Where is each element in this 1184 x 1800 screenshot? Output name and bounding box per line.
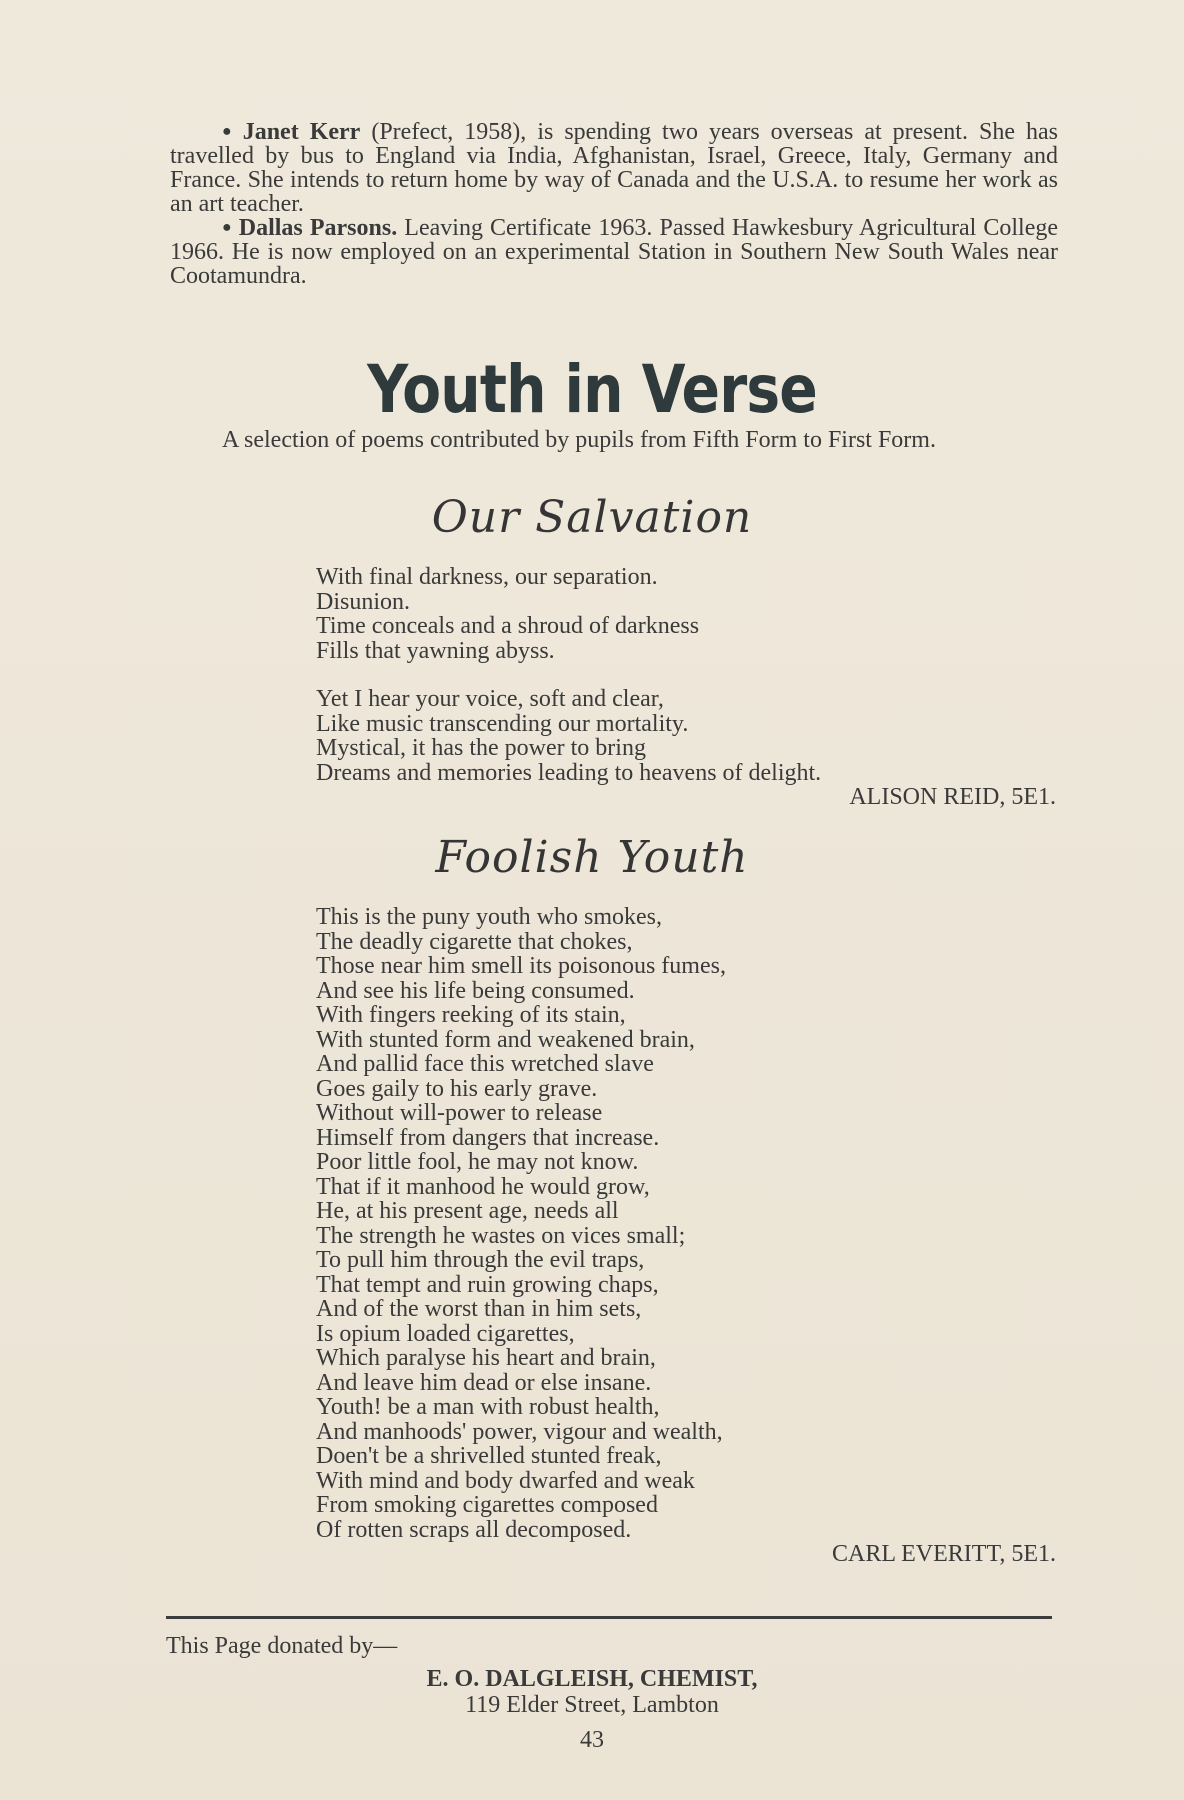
poem-title: Our Salvation [431,492,753,543]
bullet-icon: ● [222,123,237,140]
poem-line: Which paralyse his heart and brain, [316,1345,656,1371]
donor-address: 119 Elder Street, Lambton [465,1692,719,1718]
poem-line: This is the puny youth who smokes, [316,904,662,930]
poem-line: Himself from dangers that increase. [316,1124,660,1151]
poem-line: Like music transcending our mortality. [316,710,689,737]
donor-label: This Page donated by— [166,1633,398,1659]
divider-rule [166,1616,1052,1619]
note-name: Janet Kerr [242,119,361,145]
poem-line: To pull him through the evil traps, [316,1247,645,1273]
poem-line: That if it manhood he would grow, [316,1173,650,1200]
poem-line: That tempt and ruin growing chaps, [316,1271,659,1298]
poem-foolish-youth [316,905,1056,1567]
section-intro: A selection of poems contributed by pupils from Fifth Form to First Form. [222,427,936,453]
poem-line: With mind and body dwarfed and weak [316,1467,695,1494]
note-janet-kerr [170,120,1058,216]
poem-line: Youth! be a man with robust health, [316,1394,660,1420]
note-text: (Prefect, 1958), is spending two years overseas at present. She has travelled by bus to England via India, Afghanistan, Israel, Greece, Italy, Germany and France. She intends to return home by way of Canada and the U.S.A. to resume her work as an art teacher. [170,119,1058,217]
note-dallas-parsons [170,216,1058,288]
poem-line: Poor little fool, he may not know. [316,1149,639,1175]
poem-line: Without will-power to release [316,1100,603,1126]
poem-author: ALISON REID, 5E1. [849,784,1056,810]
poem-line: Yet I hear your voice, soft and clear, [316,686,664,712]
poem-our-salvation [316,565,1056,810]
poem-line: With final darkness, our separation. [316,564,658,590]
poem-line: From smoking cigarettes composed [316,1492,658,1518]
poem-line: Doen't be a shrivelled stunted freak, [316,1443,662,1469]
poem-line: Disunion. [316,588,411,615]
poem-line: The strength he wastes on vices small; [316,1222,686,1249]
bullet-icon: ● [222,219,233,236]
poem-line: Fills that yawning abyss. [316,637,555,664]
poem-line: And see his life being consumed. [316,977,635,1004]
poem-line: And pallid face this wretched slave [316,1051,654,1077]
poem-line: Is opium loaded cigarettes, [316,1320,575,1347]
note-text: Leaving Certificate 1963. Passed Hawkesbury Agricultural College 1966. He is now employed on an experimental Station in Southern New South Wales near Cootamundra. [170,215,1059,289]
poem-line: Those near him smell its poisonous fumes, [316,953,726,979]
poem-line: And leave him dead or else insane. [316,1369,652,1396]
poem-line: Time conceals and a shroud of darkness [316,613,700,639]
poem-line: And manhoods' power, vigour and wealth, [316,1418,723,1445]
poem-title: Foolish Youth [435,832,749,883]
poem-line: Mystical, it has the power to bring [316,735,646,761]
stanza-gap [316,663,1056,687]
poem-line: Goes gaily to his early grave. [316,1075,598,1102]
poem-line: And of the worst than in him sets, [316,1296,642,1322]
poem-line: With fingers reeking of its stain, [316,1002,626,1028]
poem-line: Of rotten scraps all decomposed. [316,1516,632,1543]
alumni-notes [170,120,1058,288]
section-heading: Youth in Verse [367,351,817,428]
page-number: 43 [580,1727,604,1753]
poem-line: Dreams and memories leading to heavens of delight. [316,759,822,786]
poem-author: CARL EVERITT, 5E1. [832,1541,1056,1567]
poem-line: He, at his present age, needs all [316,1198,619,1224]
poem-line: With stunted form and weakened brain, [316,1026,695,1053]
donor-name: E. O. DALGLEISH, CHEMIST, [426,1666,758,1692]
poem-line: The deadly cigarette that chokes, [316,928,633,955]
note-name: Dallas Parsons. [238,215,398,241]
